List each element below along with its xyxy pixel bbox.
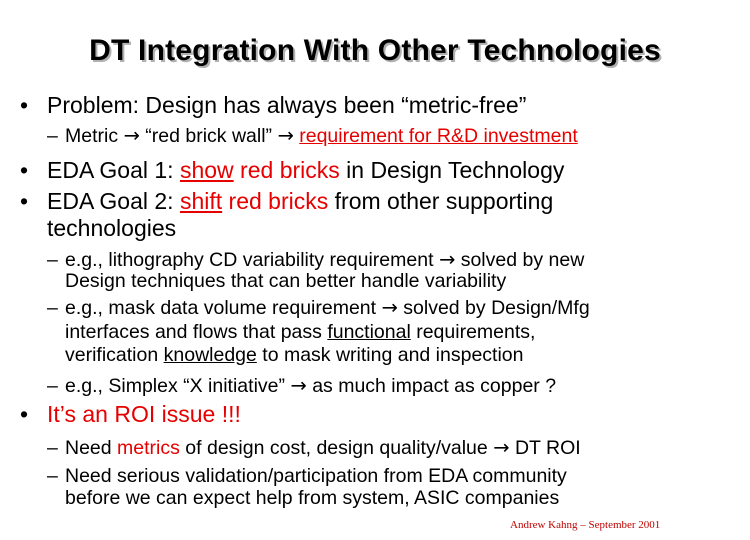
goal2-prefix: EDA Goal 2: <box>47 188 180 214</box>
goal2-verb: shift <box>179 188 223 214</box>
roi-sub1b: of design cost, design quality/value <box>179 437 488 459</box>
roi-text: It’s an ROI issue !!! <box>47 401 241 427</box>
dash: – <box>47 249 58 271</box>
goal2-rest: from other supporting <box>328 188 554 214</box>
roi-sub1c: DT ROI <box>514 437 581 459</box>
roi-sub1a: Need <box>65 437 118 459</box>
problem-text: Problem: Design has always been “metric-free” <box>47 92 527 118</box>
goal1-prefix: EDA Goal 1: <box>47 157 180 183</box>
bullet-dot: • <box>20 401 29 427</box>
goal2-line2: technologies <box>47 215 177 241</box>
dash: – <box>47 437 58 459</box>
roi-sub2b: before we can expect help from system, ASIC companies <box>65 487 560 509</box>
goal2-red: red bricks <box>222 188 329 214</box>
example-3-text: e.g., Simplex “X initiative” <box>65 375 285 397</box>
arrow-right-icon: → <box>493 436 510 459</box>
arrow-right-icon: → <box>438 248 456 271</box>
bullet-dot: • <box>20 188 29 214</box>
goal1-verb: show <box>179 157 234 183</box>
goal1-rest: in Design Technology <box>339 157 565 183</box>
dash: – <box>47 125 58 147</box>
rd-investment-text: requirement for R&D investment <box>299 125 578 147</box>
dash: – <box>47 297 58 319</box>
dash: – <box>47 465 58 487</box>
functional-underlined: functional <box>327 321 411 343</box>
red-brick-wall-text: “red brick wall” <box>145 125 273 147</box>
roi-sub2a: Need serious validation/participation from EDA community <box>65 465 567 487</box>
example-2-line3a: verification <box>65 344 164 366</box>
example-1-text: e.g., lithography CD variability requirement <box>65 249 434 271</box>
arrow-right-icon: → <box>277 124 294 147</box>
example-2-line2a: interfaces and flows that pass <box>65 321 328 343</box>
example-3-result: as much impact as copper ? <box>312 375 557 397</box>
footer-credit: Andrew Kahng – September 2001 <box>510 519 661 531</box>
metric-text: Metric <box>65 125 119 147</box>
example-2-result: solved by Design/Mfg <box>403 297 590 319</box>
example-2-line3b: to mask writing and inspection <box>256 344 524 366</box>
example-1-result: solved by new <box>460 249 585 271</box>
bullet-dot: • <box>20 157 29 183</box>
knowledge-underlined: knowledge <box>163 344 257 366</box>
dash: – <box>47 375 58 397</box>
bullet-dot: • <box>20 92 29 118</box>
slide-title: DT Integration With Other Technologies <box>89 34 661 67</box>
metrics-red: metrics <box>117 437 180 459</box>
example-1-line2-text: Design techniques that can better handle variability <box>65 270 507 292</box>
goal1-red: red bricks <box>233 157 340 183</box>
arrow-right-icon: → <box>381 296 398 319</box>
example-2-line2b: requirements, <box>410 321 536 343</box>
example-2-text: e.g., mask data volume requirement <box>65 297 377 319</box>
arrow-right-icon: → <box>123 124 140 147</box>
arrow-right-icon: → <box>290 374 307 397</box>
